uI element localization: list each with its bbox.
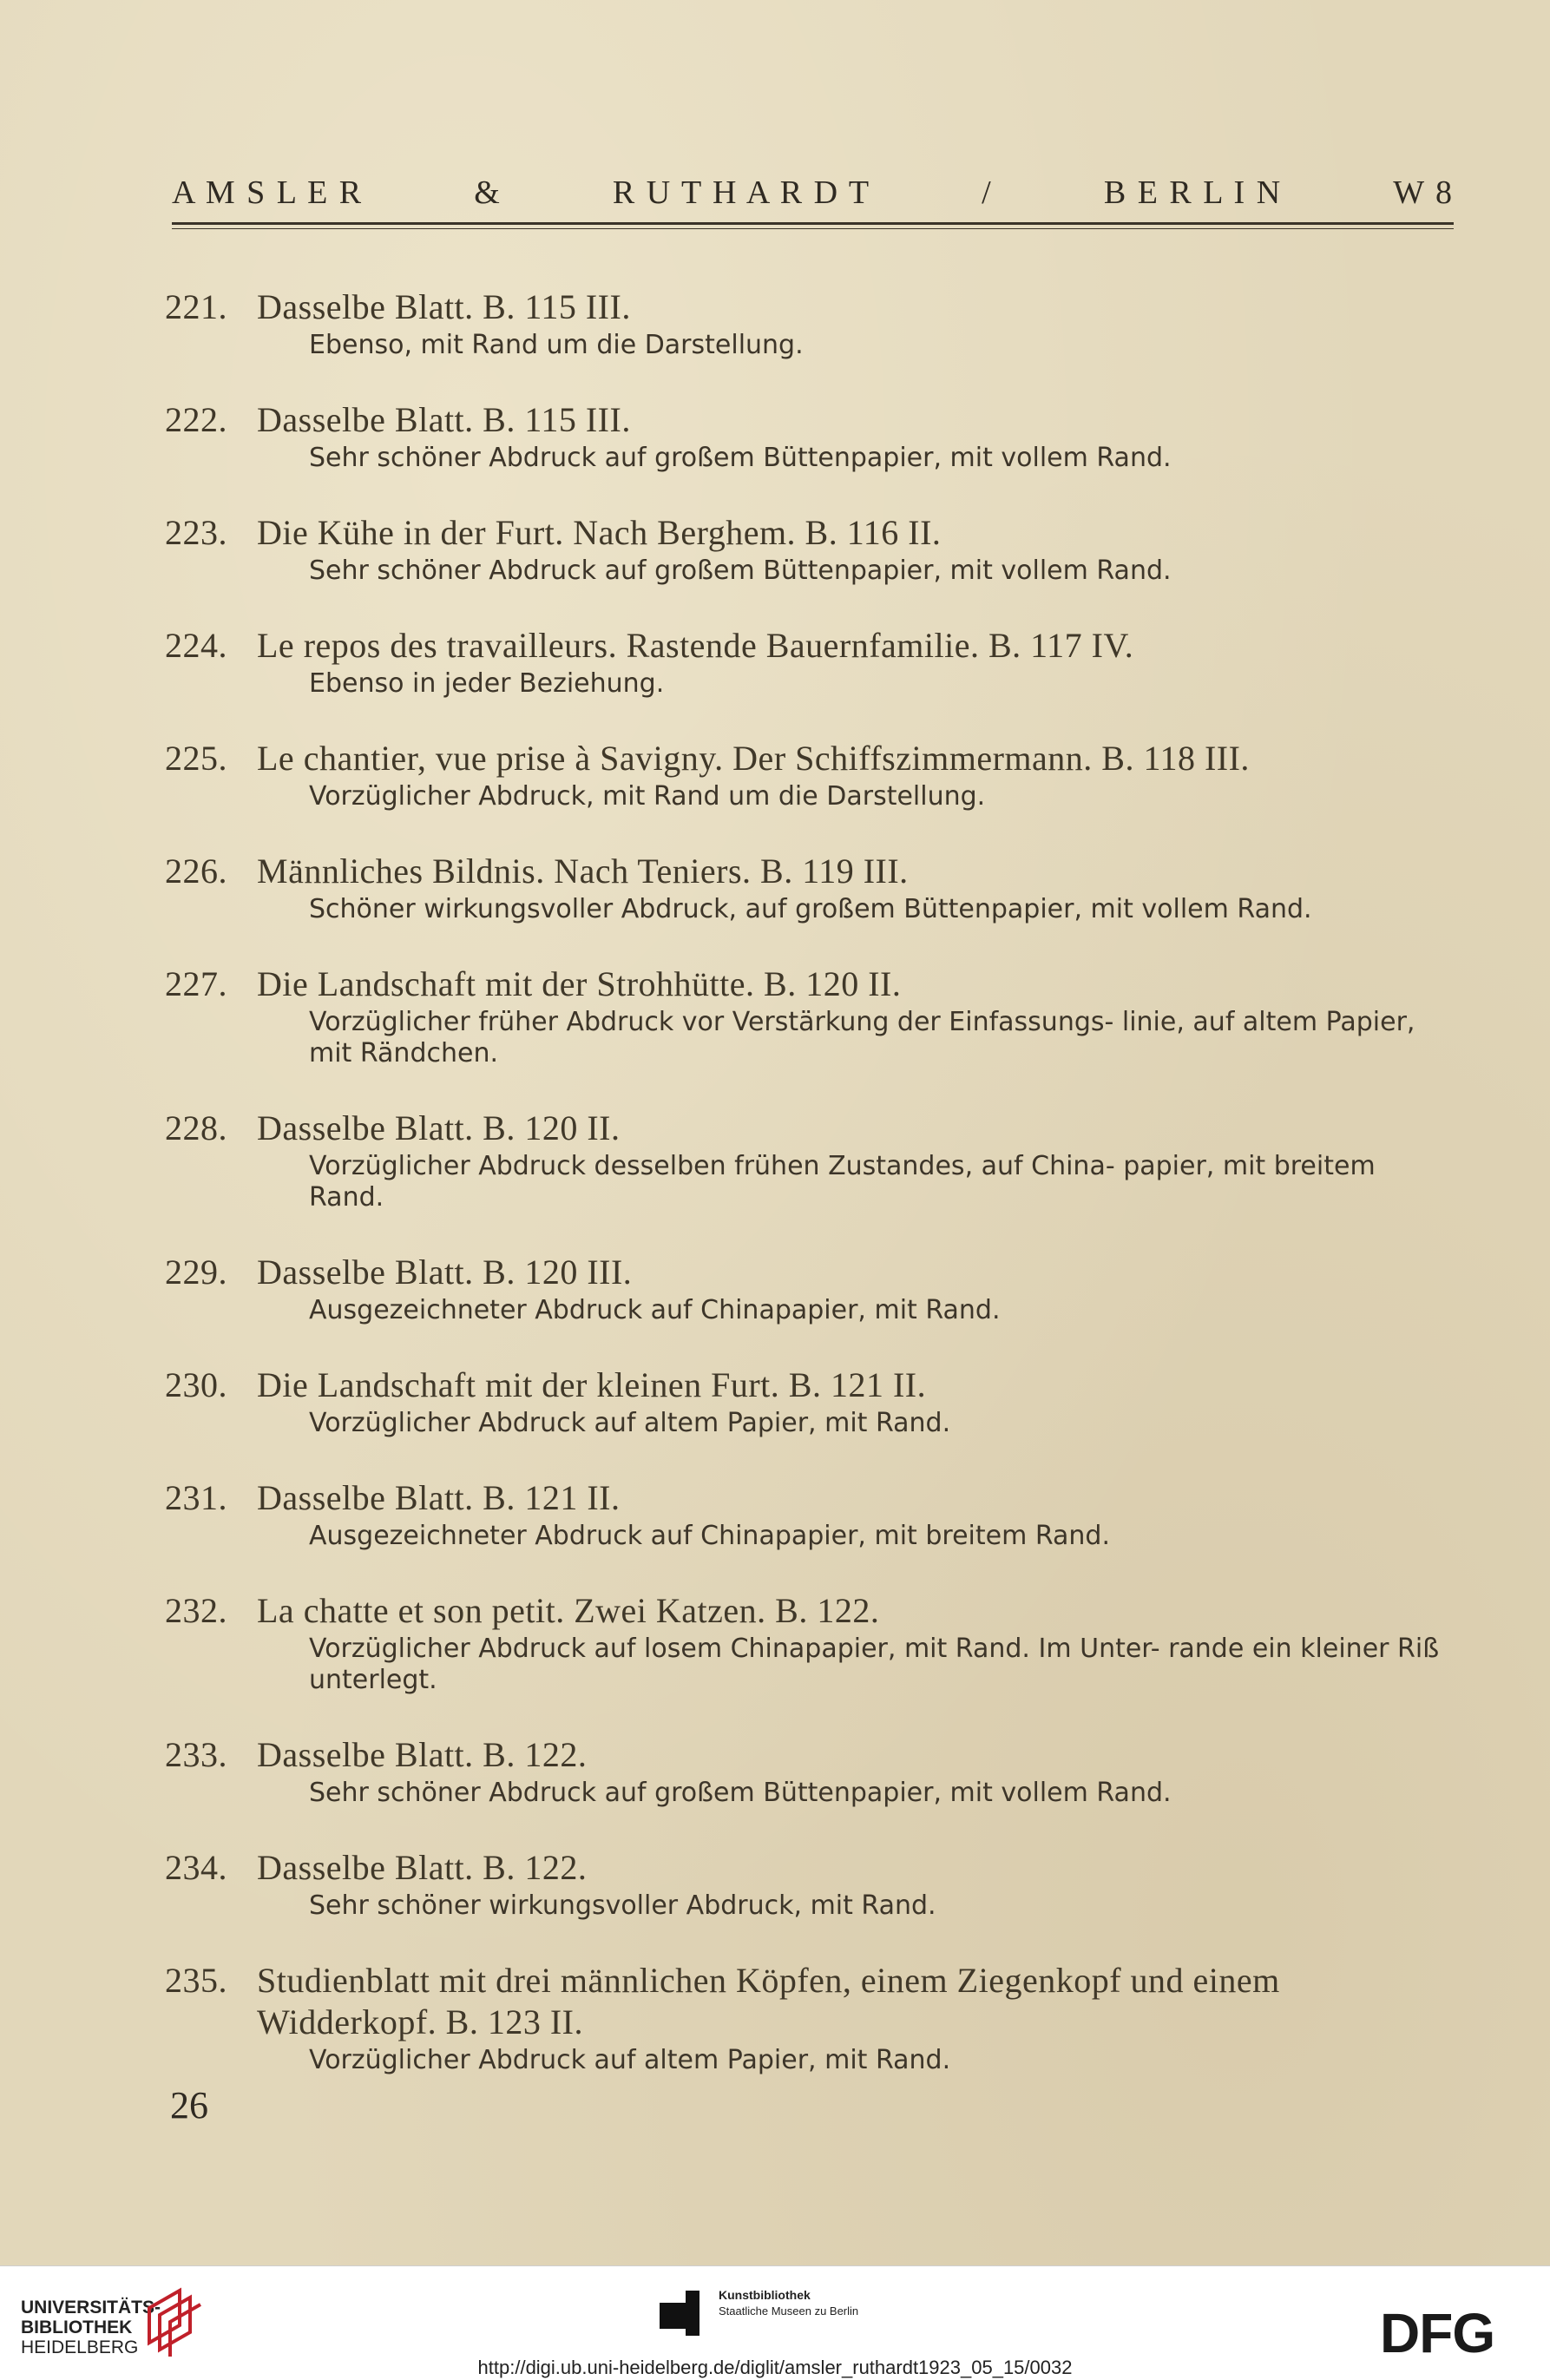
entry-title: Dasselbe Blatt. B. 122. xyxy=(257,1735,588,1774)
entry-number: 224. xyxy=(165,626,227,665)
entry-description: Ausgezeichneter Abdruck auf Chinapapier, mit Rand. xyxy=(309,1295,1001,1325)
catalog-entry xyxy=(165,1364,1458,1439)
header-rule-thick xyxy=(172,222,1454,225)
entry-description: Vorzüglicher Abdruck desselben frühen Zustandes, auf China- papier, mit breitem Rand. xyxy=(309,1151,1376,1213)
entry-description: Sehr schöner Abdruck auf großem Büttenpapier, mit vollem Rand. xyxy=(309,1778,1172,1808)
entry-title: Die Kühe in der Furt. Nach Berghem. B. 116 II. xyxy=(257,513,942,552)
entry-number: 221. xyxy=(165,287,227,326)
entry-title-line xyxy=(165,1108,1458,1149)
entry-title: Le repos des travailleurs. Rastende Bauernfamilie. B. 117 IV. xyxy=(257,626,1134,665)
entry-title: Dasselbe Blatt. B. 122. xyxy=(257,1848,588,1887)
ub-line-2: BIBLIOTHEK xyxy=(21,2318,133,2337)
ub-emblem-icon xyxy=(132,2282,219,2360)
catalog-entry xyxy=(165,851,1458,925)
entry-title-line xyxy=(165,1847,1458,1889)
entry-description: Vorzüglicher Abdruck auf losem Chinapapier, mit Rand. Im Unter- rande ein kleiner Riß unterlegt. xyxy=(309,1634,1440,1695)
entry-description: Vorzüglicher früher Abdruck vor Verstärkung der Einfassungs- linie, auf altem Papier, mit Rändchen. xyxy=(309,1007,1415,1068)
catalog-entry xyxy=(165,738,1458,812)
entry-number: 229. xyxy=(165,1252,227,1292)
entry-description: Sehr schöner wirkungsvoller Abdruck, mit Rand. xyxy=(309,1890,936,1921)
header-rule-thin xyxy=(172,228,1454,229)
page-number: 26 xyxy=(170,2084,208,2127)
catalog-entry xyxy=(165,1960,1458,2076)
kunstbibliothek-logo[interactable] xyxy=(660,2285,955,2337)
catalog-entry xyxy=(165,1477,1458,1552)
entry-number: 234. xyxy=(165,1848,227,1887)
header-publisher-2: R U T H A R D T xyxy=(612,174,871,211)
kunstbibliothek-icon xyxy=(660,2291,706,2336)
header-slash: / xyxy=(982,174,993,211)
catalog-entry xyxy=(165,512,1458,587)
catalog-entry xyxy=(165,1734,1458,1809)
header-city: B E R L I N xyxy=(1103,174,1283,211)
catalog-entry xyxy=(165,963,1458,1069)
entry-description: Ebenso, mit Rand um die Darstellung. xyxy=(309,330,804,360)
entry-title: Dasselbe Blatt. B. 120 III. xyxy=(257,1252,633,1292)
entry-description: Sehr schöner Abdruck auf großem Büttenpapier, mit vollem Rand. xyxy=(309,443,1172,473)
entry-title: Studienblatt mit drei männlichen Köpfen, einem Ziegenkopf und einem Widderkopf. B. 123 II. xyxy=(257,1961,1280,2041)
ub-line-3: HEIDELBERG xyxy=(21,2337,139,2357)
entry-description: Vorzüglicher Abdruck auf altem Papier, mit Rand. xyxy=(309,2045,951,2075)
entry-number: 227. xyxy=(165,964,227,1003)
entry-description: Sehr schöner Abdruck auf großem Büttenpapier, mit vollem Rand. xyxy=(309,556,1172,586)
catalog-entry xyxy=(165,1590,1458,1696)
entry-title-line xyxy=(165,963,1458,1005)
entry-title-line xyxy=(165,1477,1458,1519)
ub-line-1: UNIVERSITÄTS- xyxy=(21,2298,161,2318)
kb-subtitle: Staatliche Museen zu Berlin xyxy=(719,2304,859,2318)
running-header xyxy=(172,174,1454,233)
entry-number: 233. xyxy=(165,1735,227,1774)
entry-number: 223. xyxy=(165,513,227,552)
entry-title-line xyxy=(165,512,1458,554)
entry-description: Ebenso in jeder Beziehung. xyxy=(309,668,665,699)
header-publisher-1: A M S L E R xyxy=(172,174,364,211)
catalog-entry xyxy=(165,286,1458,361)
entry-title-line xyxy=(165,399,1458,441)
entry-title: Dasselbe Blatt. B. 115 III. xyxy=(257,400,631,439)
entry-number: 232. xyxy=(165,1591,227,1630)
catalog-entry xyxy=(165,1108,1458,1213)
header-text xyxy=(172,174,1454,212)
entry-number: 222. xyxy=(165,400,227,439)
catalog-entries xyxy=(165,286,1458,2114)
entry-title-line xyxy=(165,1590,1458,1632)
kb-title: Kunstbibliothek xyxy=(719,2288,811,2302)
entry-number: 226. xyxy=(165,851,227,891)
entry-title: Männliches Bildnis. Nach Teniers. B. 119 III. xyxy=(257,851,909,891)
entry-description: Schöner wirkungsvoller Abdruck, auf großem Büttenpapier, mit vollem Rand. xyxy=(309,894,1312,924)
entry-number: 225. xyxy=(165,739,227,778)
header-district: W 8 xyxy=(1393,174,1454,211)
entry-title-line xyxy=(165,738,1458,779)
entry-title: Die Landschaft mit der kleinen Furt. B. 121 II. xyxy=(257,1365,927,1404)
catalog-entry xyxy=(165,1252,1458,1326)
permalink-url[interactable]: http://digi.ub.uni-heidelberg.de/diglit/amsler_ruthardt1923_05_15/0032 xyxy=(477,2357,1073,2378)
entry-title-line xyxy=(165,286,1458,328)
entry-description: Ausgezeichneter Abdruck auf Chinapapier, mit breitem Rand. xyxy=(309,1521,1110,1551)
entry-description: Vorzüglicher Abdruck auf altem Papier, mit Rand. xyxy=(309,1408,951,1438)
entry-title: Dasselbe Blatt. B. 120 II. xyxy=(257,1108,621,1147)
entry-title-line xyxy=(165,1734,1458,1776)
entry-number: 235. xyxy=(165,1961,227,2000)
entry-title: La chatte et son petit. Zwei Katzen. B. 122. xyxy=(257,1591,880,1630)
entry-title: Die Landschaft mit der Strohhütte. B. 120 II. xyxy=(257,964,902,1003)
entry-title: Le chantier, vue prise à Savigny. Der Schiffszimmermann. B. 118 III. xyxy=(257,739,1250,778)
catalog-entry xyxy=(165,625,1458,700)
catalog-entry xyxy=(165,1847,1458,1922)
entry-description: Vorzüglicher Abdruck, mit Rand um die Darstellung. xyxy=(309,781,986,812)
entry-number: 231. xyxy=(165,1478,227,1517)
entry-title: Dasselbe Blatt. B. 121 II. xyxy=(257,1478,621,1517)
entry-title-line xyxy=(165,1252,1458,1293)
entry-title-line xyxy=(165,625,1458,667)
entry-title: Dasselbe Blatt. B. 115 III. xyxy=(257,287,631,326)
entry-title-line xyxy=(165,1960,1458,2043)
catalog-entry xyxy=(165,399,1458,474)
dfg-logo[interactable]: DFG xyxy=(1380,2302,1495,2364)
entry-title-line xyxy=(165,1364,1458,1406)
entry-title-line xyxy=(165,851,1458,892)
header-ampersand: & xyxy=(474,174,502,211)
entry-number: 230. xyxy=(165,1365,227,1404)
entry-number: 228. xyxy=(165,1108,227,1147)
